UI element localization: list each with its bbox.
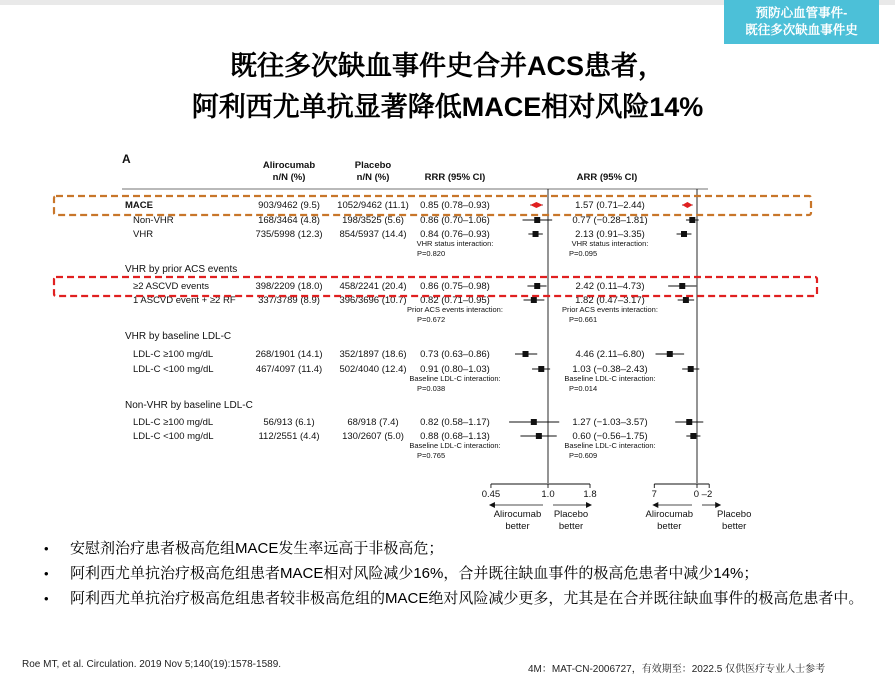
rrr-interaction-label: Baseline LDL-C interaction: xyxy=(409,441,501,450)
rrr-value: 0.82 (0.71–0.95) xyxy=(420,295,490,306)
arr-left-arrowhead xyxy=(652,502,658,508)
rrr-interaction-label: Baseline LDL-C interaction: xyxy=(409,374,501,383)
arr-right-label: Placebo xyxy=(717,509,752,520)
placebo-value: 130/2607 (5.0) xyxy=(342,431,404,442)
arr-value: 1.03 (−0.38–2.43) xyxy=(572,364,648,375)
row-label: LDL-C <100 mg/dL xyxy=(133,364,214,375)
rrr-point xyxy=(534,217,540,223)
placebo-value: 198/3525 (5.6) xyxy=(342,215,404,226)
header-rrr: RRR (95% CI) xyxy=(424,172,486,183)
placebo-value: 854/5937 (14.4) xyxy=(339,229,407,240)
row-label: VHR xyxy=(133,229,154,240)
slide-title-line2: 阿利西尤单抗显著降低MACE相对风险14% xyxy=(191,92,704,122)
rrr-point xyxy=(538,366,544,372)
arr-value: 1.27 (−1.03–3.57) xyxy=(572,417,648,428)
rrr-point xyxy=(531,419,537,425)
rrr-interaction-p: P=0.672 xyxy=(417,315,446,324)
row-label: LDL-C ≥100 mg/dL xyxy=(133,349,214,360)
arr-interaction-p: P=0.609 xyxy=(569,451,598,460)
subgroup-header: VHR by prior ACS events xyxy=(125,264,238,275)
arr-right-label-2: better xyxy=(722,521,747,532)
rrr-point xyxy=(533,231,539,237)
rrr-value: 0.86 (0.70–1.06) xyxy=(420,215,490,226)
arr-interaction-label: Baseline LDL-C interaction: xyxy=(564,374,656,383)
header-placebo-unit: n/N (%) xyxy=(356,172,390,183)
arr-interaction-label: VHR status interaction: xyxy=(571,239,649,248)
arr-point xyxy=(689,217,695,223)
arr-left-label: Alirocumab xyxy=(645,509,694,520)
alirocumab-value: 268/1901 (14.1) xyxy=(255,349,323,360)
rrr-tick-label: 0.45 xyxy=(481,489,501,500)
alirocumab-value: 398/2209 (18.0) xyxy=(255,281,323,292)
panel-label: A xyxy=(122,152,131,166)
rrr-value: 0.73 (0.63–0.86) xyxy=(420,349,490,360)
rrr-interaction-p: P=0.820 xyxy=(417,249,446,258)
header-alirocumab-unit: n/N (%) xyxy=(272,172,306,183)
header-alirocumab: Alirocumab xyxy=(262,160,316,171)
rrr-right-label: Placebo xyxy=(553,509,589,520)
rrr-value: 0.91 (0.80–1.03) xyxy=(420,364,490,375)
rrr-interaction-p: P=0.038 xyxy=(417,384,446,393)
rrr-value: 0.85 (0.78–0.93) xyxy=(420,200,490,211)
rrr-left-label: Alirocumab xyxy=(493,509,542,520)
rrr-right-label-2: better xyxy=(558,521,584,532)
bullet-list xyxy=(44,539,884,614)
arr-point xyxy=(667,351,673,357)
bullet-dot: • xyxy=(44,566,49,581)
rrr-interaction-label: Prior ACS events interaction: xyxy=(407,305,503,314)
alirocumab-value: 168/3464 (4.8) xyxy=(258,215,320,226)
placebo-value: 502/4040 (12.4) xyxy=(339,364,407,375)
placebo-value: 458/2241 (20.4) xyxy=(339,281,407,292)
bullet-text: 阿利西尤单抗治疗极高危组患者MACE相对风险减少16%，合并既往缺血事件的极高危患者中减少14%； xyxy=(70,565,759,582)
row-label: Non-VHR xyxy=(133,215,174,226)
rrr-tick-label: 1.0 xyxy=(541,489,555,500)
arr-tick-label: 7 xyxy=(651,489,657,500)
arr-interaction-p: P=0.014 xyxy=(569,384,598,393)
arr-point xyxy=(688,366,694,372)
alirocumab-value: 903/9462 (9.5) xyxy=(258,200,320,211)
row-label: 1 ASCVD event + ≥2 RF xyxy=(133,295,236,306)
bullet-dot: • xyxy=(44,591,49,606)
arr-left-label-2: better xyxy=(657,521,682,532)
arr-point xyxy=(686,419,692,425)
bullet-item xyxy=(44,589,884,609)
rrr-right-arrowhead xyxy=(586,502,592,508)
arr-point xyxy=(690,433,696,439)
topic-tag-line1: 预防心血管事件- xyxy=(755,6,848,20)
arr-value: 0.77 (−0.28–1.81) xyxy=(572,215,648,226)
alirocumab-value: 467/4097 (11.4) xyxy=(255,364,323,375)
placebo-value: 352/1897 (18.6) xyxy=(339,349,407,360)
rrr-value: 0.84 (0.76–0.93) xyxy=(420,229,490,240)
rrr-left-arrowhead xyxy=(489,502,495,508)
alirocumab-value: 337/3789 (8.9) xyxy=(258,295,320,306)
placebo-value: 1052/9462 (11.1) xyxy=(337,200,409,211)
footer-note: 4M：MAT-CN-2006727，有效期至：2022.5 仅供医疗专业人士参考 xyxy=(528,664,826,675)
placebo-value: 68/918 (7.4) xyxy=(347,417,399,428)
bullet-dot: • xyxy=(44,541,49,556)
reference: Roe MT, et al. Circulation. 2019 Nov 5;140(19):1578-1589. xyxy=(22,659,282,670)
rrr-point xyxy=(531,297,537,303)
subgroup-header: Non-VHR by baseline LDL-C xyxy=(125,400,253,411)
topic-tag-line2: 既往多次缺血事件史 xyxy=(745,23,858,37)
bullet-item xyxy=(44,564,884,584)
arr-tick-label: 0 –2 xyxy=(693,489,713,500)
rrr-value: 0.86 (0.75–0.98) xyxy=(420,281,490,292)
arr-interaction-p: P=0.095 xyxy=(569,249,598,258)
row-label: ≥2 ASCVD events xyxy=(133,281,209,292)
arr-value: 1.57 (0.71–2.44) xyxy=(575,200,645,211)
alirocumab-value: 112/2551 (4.4) xyxy=(258,431,320,442)
rrr-left-label-2: better xyxy=(505,521,530,532)
subgroup-header: VHR by baseline LDL-C xyxy=(125,331,232,342)
rrr-tick-label: 1.8 xyxy=(583,489,597,500)
arr-value: 4.46 (2.11–6.80) xyxy=(575,349,645,360)
arr-value: 2.42 (0.11–4.73) xyxy=(575,281,645,292)
rrr-point xyxy=(536,433,542,439)
rrr-value: 0.88 (0.68–1.13) xyxy=(420,431,490,442)
arr-right-arrowhead xyxy=(715,502,721,508)
rrr-interaction-label: VHR status interaction: xyxy=(416,239,494,248)
header-arr: ARR (95% CI) xyxy=(576,172,638,183)
row-label: MACE xyxy=(125,200,153,211)
rrr-value: 0.82 (0.58–1.17) xyxy=(420,417,490,428)
bullet-item xyxy=(44,539,884,559)
bullet-text: 阿利西尤单抗治疗极高危组患者较非极高危组的MACE绝对风险减少更多，尤其是在合并既往缺血事件的极高危患者中。 xyxy=(70,590,864,607)
arr-interaction-label: Baseline LDL-C interaction: xyxy=(564,441,656,450)
arr-value: 0.60 (−0.56–1.75) xyxy=(572,431,648,442)
rrr-interaction-p: P=0.765 xyxy=(417,451,446,460)
row-label: LDL-C ≥100 mg/dL xyxy=(133,417,214,428)
arr-point xyxy=(683,297,689,303)
arr-value: 1.82 (0.47–3.17) xyxy=(575,295,645,306)
arr-interaction-p: P=0.661 xyxy=(569,315,598,324)
header-placebo: Placebo xyxy=(354,160,392,171)
row-label: LDL-C <100 mg/dL xyxy=(133,431,214,442)
arr-point xyxy=(681,231,687,237)
rrr-point xyxy=(523,351,529,357)
alirocumab-value: 56/913 (6.1) xyxy=(263,417,315,428)
rrr-diamond xyxy=(530,202,543,208)
slide-title-line1: 既往多次缺血事件史合并ACS患者， xyxy=(229,51,665,81)
arr-diamond xyxy=(682,202,693,208)
placebo-value: 396/3696 (10.7) xyxy=(339,295,407,306)
arr-value: 2.13 (0.91–3.35) xyxy=(575,229,645,240)
arr-point xyxy=(679,283,685,289)
arr-interaction-label: Prior ACS events interaction: xyxy=(562,305,658,314)
alirocumab-value: 735/5998 (12.3) xyxy=(255,229,323,240)
rrr-point xyxy=(534,283,540,289)
bullet-text: 安慰剂治疗患者极高危组MACE发生率远高于非极高危； xyxy=(70,540,444,557)
